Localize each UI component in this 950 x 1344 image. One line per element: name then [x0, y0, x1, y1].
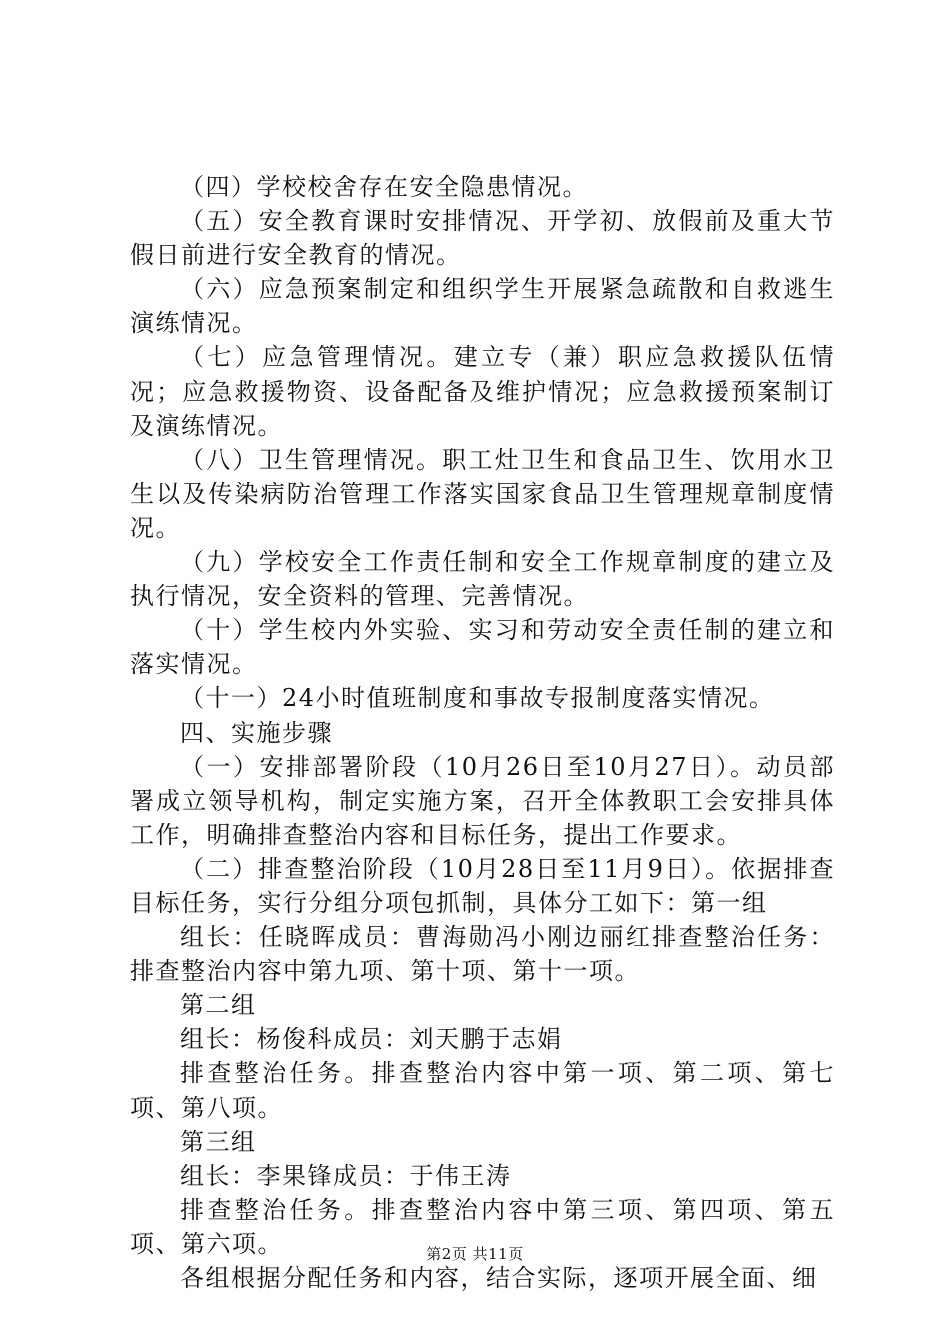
paragraph-item-10: （十）学生校内外实验、实习和劳动安全责任制的建立和落实情况。 — [130, 616, 835, 679]
document-body — [130, 170, 835, 1295]
paragraph-item-9: （九）学校安全工作责任制和安全工作规章制度的建立及执行情况，安全资料的管理、完善情况。 — [130, 548, 835, 611]
group-3-members: 组长：李果锋成员：于伟王涛 — [180, 1161, 512, 1190]
paragraph-closing: 各组根据分配任务和内容，结合实际，逐项开展全面、细 — [180, 1264, 818, 1292]
group-3-title: 第三组 — [180, 1127, 257, 1156]
page-number-footer: 第2页 共11页 — [426, 1245, 524, 1263]
group-1-detail: 组长：任晓晖成员：曹海勋冯小刚边丽红排查整治任务：排查整治内容中第九项、第十项、第十一项。 — [130, 923, 835, 986]
group-2-members: 组长：杨俊科成员：刘天鹏于志娟 — [180, 1025, 563, 1054]
paragraph-step-1: （一）安排部署阶段（10月26日至10月27日）。动员部署成立领导机构，制定实施方案，召开全体教职工会安排具体工作，明确排查整治内容和目标任务，提出工作要求。 — [130, 752, 835, 849]
paragraph-item-6: （六）应急预案制定和组织学生开展紧急疏散和自救逃生演练情况。 — [130, 275, 835, 338]
group-2-title: 第二组 — [180, 991, 257, 1020]
paragraph-item-7: （七）应急管理情况。建立专（兼）职应急救援队伍情况；应急救援物资、设备配备及维护情况；应急救援预案制订及演练情况。 — [130, 343, 835, 440]
paragraph-item-8: （八）卫生管理情况。职工灶卫生和食品卫生、饮用水卫生以及传染病防治管理工作落实国家食品卫生管理规章制度情况。 — [130, 445, 835, 542]
group-2-task: 排查整治任务。排查整治内容中第一项、第二项、第七项、第八项。 — [130, 1059, 835, 1122]
paragraph-step-2: （二）排查整治阶段（10月28日至11月9日）。依据排查目标任务，实行分组分项包抓制，具体分工如下：第一组 — [130, 854, 835, 917]
paragraph-item-11: （十一）24小时值班制度和事故专报制度落实情况。 — [180, 684, 775, 713]
paragraph-item-5: （五）安全教育课时安排情况、开学初、放假前及重大节假日前进行安全教育的情况。 — [130, 207, 835, 270]
paragraph-item-4: （四）学校校舍存在安全隐患情况。 — [180, 173, 588, 201]
section-heading: 四、实施步骤 — [180, 718, 333, 747]
group-3-task: 排查整治任务。排查整治内容中第三项、第四项、第五项、第六项。 — [130, 1195, 835, 1258]
